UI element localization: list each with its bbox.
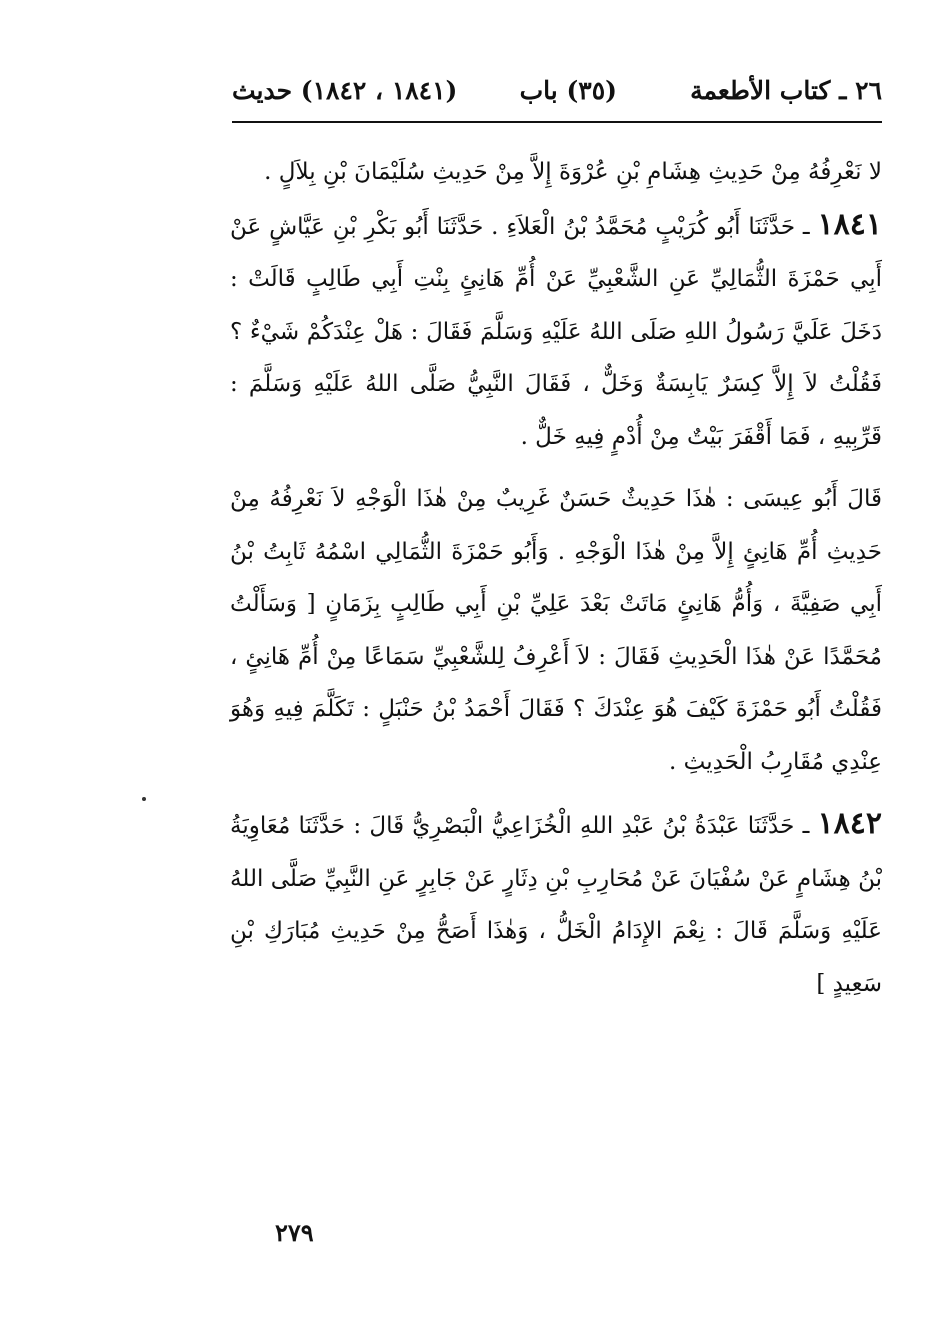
page-body [230, 146, 882, 1010]
hadith-1842 [230, 798, 882, 1010]
hadith-text: ـ حَدَّثَنَا عَبْدَةُ بْنُ عَبْدِ اللهِ الْخُزَاعِيُّ الْبَصْرِيُّ قَالَ : حَدَّثَنَا مُعَاوِيَةُ بْنُ هِشَامٍ عَنْ سُفْيَانَ عَنْ مُحَارِبِ بْنِ دِثَارٍ عَنْ جَابِرٍ عَنِ النَّبِيِّ صَلَّى اللهُ عَلَيْهِ وَسَلَّمَ قَالَ : نِعْمَ الإِدَامُ الْخَلُّ ، وَهٰذَا أَصَحُّ مِنْ حَدِيثِ مُبَارَكِ بْنِ سَعِيدٍ ] [230, 813, 882, 997]
hadith-1841 [230, 199, 882, 464]
hadith-text: ـ حَدَّثَنَا أَبُو كُرَيْبٍ مُحَمَّدُ بْنُ الْعَلاَءِ . حَدَّثَنَا أَبُو بَكْرِ بْنِ عَيَّاشٍ عَنْ أَبِي حَمْزَةَ الثُّمَالِيِّ عَنِ الشَّعْبِيِّ عَنْ أُمِّ هَانِئٍ بِنْتِ أَبِي طَالِبٍ قَالَتْ : دَخَلَ عَلَيَّ رَسُولُ اللهِ صَلَى اللهُ عَلَيْهِ وَسَلَّمَ فَقَالَ : هَلْ عِنْدَكُمْ شَيْءٌ ؟ فَقُلْتُ لاَ إِلاَّ كِسَرٌ يَابِسَةٌ وَخَلٌّ ، فَقَالَ النَّبِيُّ صَلَّى اللهُ عَلَيْهِ وَسَلَّمَ : قَرِّبِيهِ ، فَمَا أَقْفَرَ بَيْتٌ مِنْ أُدْمٍ فِيهِ خَلٌّ . [230, 213, 882, 450]
paragraph-gap [230, 788, 882, 798]
hadith-number: ١٨٤٢ [817, 806, 882, 841]
chapter-title: ٢٦ ـ كتاب الأطعمة [690, 76, 882, 105]
section-title: (٣٥) باب [519, 76, 617, 105]
scan-speck [142, 797, 146, 801]
hadith-number: ١٨٤١ [817, 206, 882, 242]
commentary-paragraph: قَالَ أَبُو عِيسَى : هٰذَا حَدِيثٌ حَسَنٌ غَرِيبٌ مِنْ هٰذَا الْوَجْهِ لاَ نَعْرِفُهُ مِنْ حَدِيثِ أُمِّ هَانِئٍ إِلاَّ مِنْ هٰذَا الْوَجْهِ . وَأَبُو حَمْزَةَ الثُّمَالِي اسْمُهُ ثَابِتُ بْنُ أَبِي صَفِيَّةَ ، وَأُمُّ هَانِئٍ مَاتَتْ بَعْدَ عَلِيِّ بْنِ أَبِي طَالِبٍ بِزَمَانٍ [ وَسَأَلْتُ مُحَمَّدًا عَنْ هٰذَا الْحَدِيثِ فَقَالَ : لاَ أَعْرِفُ لِلشَّعْبِيِّ سَمَاعًا مِنْ أُمِّ هَانِئٍ ، فَقُلْتُ أَبُو حَمْزَةَ كَيْفَ هُوَ عِنْدَكَ ؟ فَقَالَ أَحْمَدُ بْنُ حَنْبَلٍ : تَكَلَّمَ فِيهِ وَهُوَ عِنْدِي مُقَارِبُ الْحَدِيثِ . [230, 486, 882, 775]
running-header [232, 70, 882, 116]
hadith-range: (١٨٤١ ، ١٨٤٢) حديث [232, 76, 458, 105]
opening-line: لا نَعْرِفُهُ مِنْ حَدِيثِ هِشَامِ بْنِ عُرْوَةَ إِلاَّ مِنْ حَدِيثِ سُلَيْمَانَ بْنِ بِلاَلٍ . [264, 159, 882, 185]
paragraph-gap [230, 463, 882, 473]
header-rule [232, 121, 882, 123]
page-number: ٢٧٩ [275, 1218, 314, 1247]
